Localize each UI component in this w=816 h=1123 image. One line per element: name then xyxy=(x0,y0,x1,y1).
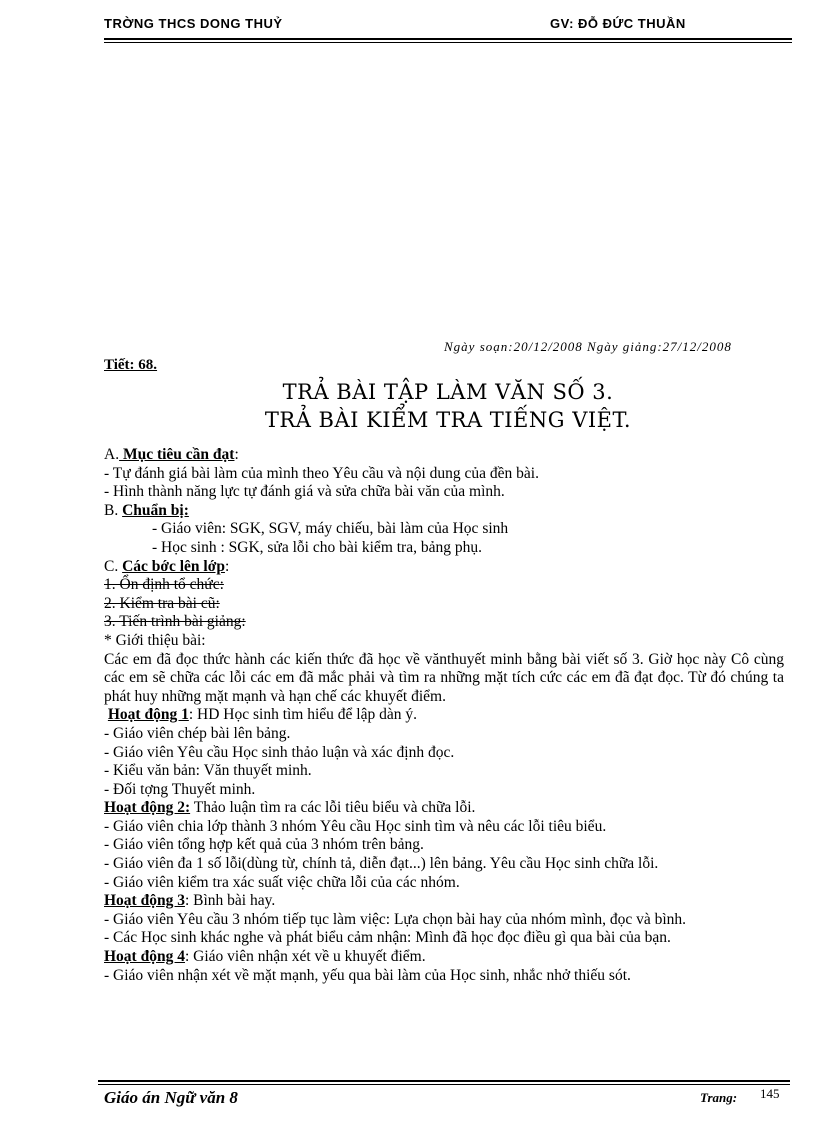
activity-3-line: - Giáo viên Yêu cầu 3 nhóm tiếp tục làm việc: Lựa chọn bài hay của nhóm mình, đọc và bình. xyxy=(104,910,687,928)
header-rule xyxy=(104,38,792,40)
activity-1-line: - Đối tợng Thuyết minh. xyxy=(104,780,256,798)
activity-2-line: - Giáo viên tổng hợp kết quả của 3 nhóm trên bảng. xyxy=(104,836,424,854)
section-b-line: - Học sinh : SGK, sửa lỗi cho bài kiểm tra, bảng phụ. xyxy=(152,538,482,556)
activity-2-line: - Giáo viên chia lớp thành 3 nhóm Yêu cầu Học sinh tìm và nêu các lỗi tiêu biểu. xyxy=(104,817,607,835)
header-rule-thin xyxy=(104,42,792,43)
footer-page-label: Trang: xyxy=(700,1090,738,1105)
teacher-name: GV: ĐỖ ĐỨC THUẦN xyxy=(550,16,686,31)
lesson-number: Tiết: 68. xyxy=(104,357,158,373)
intro-text: Các em đã đọc thức hành các kiến thức đã học về vănthuyết minh bằng bài viết số 3. Giờ học này Cô cùng các em sẽ chữa các lỗi các em đã mắc phải và tìm ra những mặt tích cức các em đã đạt đọc. Từ đó chúng ta phát huy những mặt mạnh và hạn chế các khuyết điểm. xyxy=(104,650,784,705)
footer-title: Giáo án Ngữ văn 8 xyxy=(104,1088,238,1107)
section-b-line: - Giáo viên: SGK, SGV, máy chiếu, bài làm của Học sinh xyxy=(152,520,509,538)
activity-2-line: - Giáo viên đa 1 số lỗi(dùng từ, chính tả, diễn đạt...) lên bảng. Yêu cầu Học sinh chữa lỗi. xyxy=(104,855,659,873)
section-a-line: - Hình thành năng lực tự đánh giá và sửa chữa bài văn của mình. xyxy=(104,483,505,501)
section-b-heading: B. Chuẩn bị: xyxy=(104,501,189,519)
footer-rule xyxy=(98,1080,790,1082)
section-a-heading: A. Mục tiêu cần đạt: xyxy=(104,446,239,463)
step-2: 2. Kiểm tra bài cũ: xyxy=(104,594,220,612)
activity-1-line: - Giáo viên Yêu cầu Học sinh thảo luận và xác định đọc. xyxy=(104,743,455,761)
activity-4-line: - Giáo viên nhận xét về mặt mạnh, yếu qua bài làm của Học sinh, nhắc nhở thiếu sót. xyxy=(104,966,631,984)
lesson-body xyxy=(104,446,784,985)
intro-label: * Giới thiệu bài: xyxy=(104,631,206,649)
section-c-heading: C. Các bớc lên lớp: xyxy=(104,557,230,575)
activity-3-heading: Hoạt động 3: Bình bài hay. xyxy=(104,892,276,910)
activity-2-heading: Hoạt động 2: Thảo luận tìm ra các lỗi tiêu biểu và chữa lỗi. xyxy=(104,799,476,817)
school-name: TRỜNG THCS DONG THUỶ xyxy=(104,16,283,31)
activity-2-line: - Giáo viên kiểm tra xác suất việc chữa lỗi của các nhóm. xyxy=(104,873,460,891)
step-1: 1. Ổn định tổ chức: xyxy=(104,576,224,594)
step-3: 3. Tiến trình bài giảng: xyxy=(104,613,246,631)
lesson-dates: Ngày soạn:20/12/2008 Ngày giảng:27/12/2008 xyxy=(444,339,732,354)
activity-1-line: - Giáo viên chép bài lên bảng. xyxy=(104,724,291,742)
footer-rule-thin xyxy=(98,1084,790,1085)
activity-4-heading: Hoạt động 4: Giáo viên nhận xét về u khuyết điểm. xyxy=(104,948,426,966)
title-line-1: TRẢ BÀI TẬP LÀM VĂN SỐ 3. xyxy=(282,380,614,404)
activity-3-line: - Các Học sinh khác nghe và phát biểu cảm nhận: Mình đã học đọc điều gì qua bài của bạn. xyxy=(104,929,671,947)
section-a-line: - Tự đánh giá bài làm của mình theo Yêu cầu và nội dung của đền bài. xyxy=(104,464,539,482)
activity-1-line: - Kiểu văn bản: Văn thuyết minh. xyxy=(104,762,312,780)
page-header xyxy=(104,16,792,36)
activity-1-heading: Hoạt động 1: HD Học sinh tìm hiểu để lập dàn ý. xyxy=(107,706,417,724)
title-line-2: TRẢ BÀI KIỂM TRA TIẾNG VIỆT. xyxy=(264,408,632,432)
page-number: 145 xyxy=(760,1086,780,1101)
